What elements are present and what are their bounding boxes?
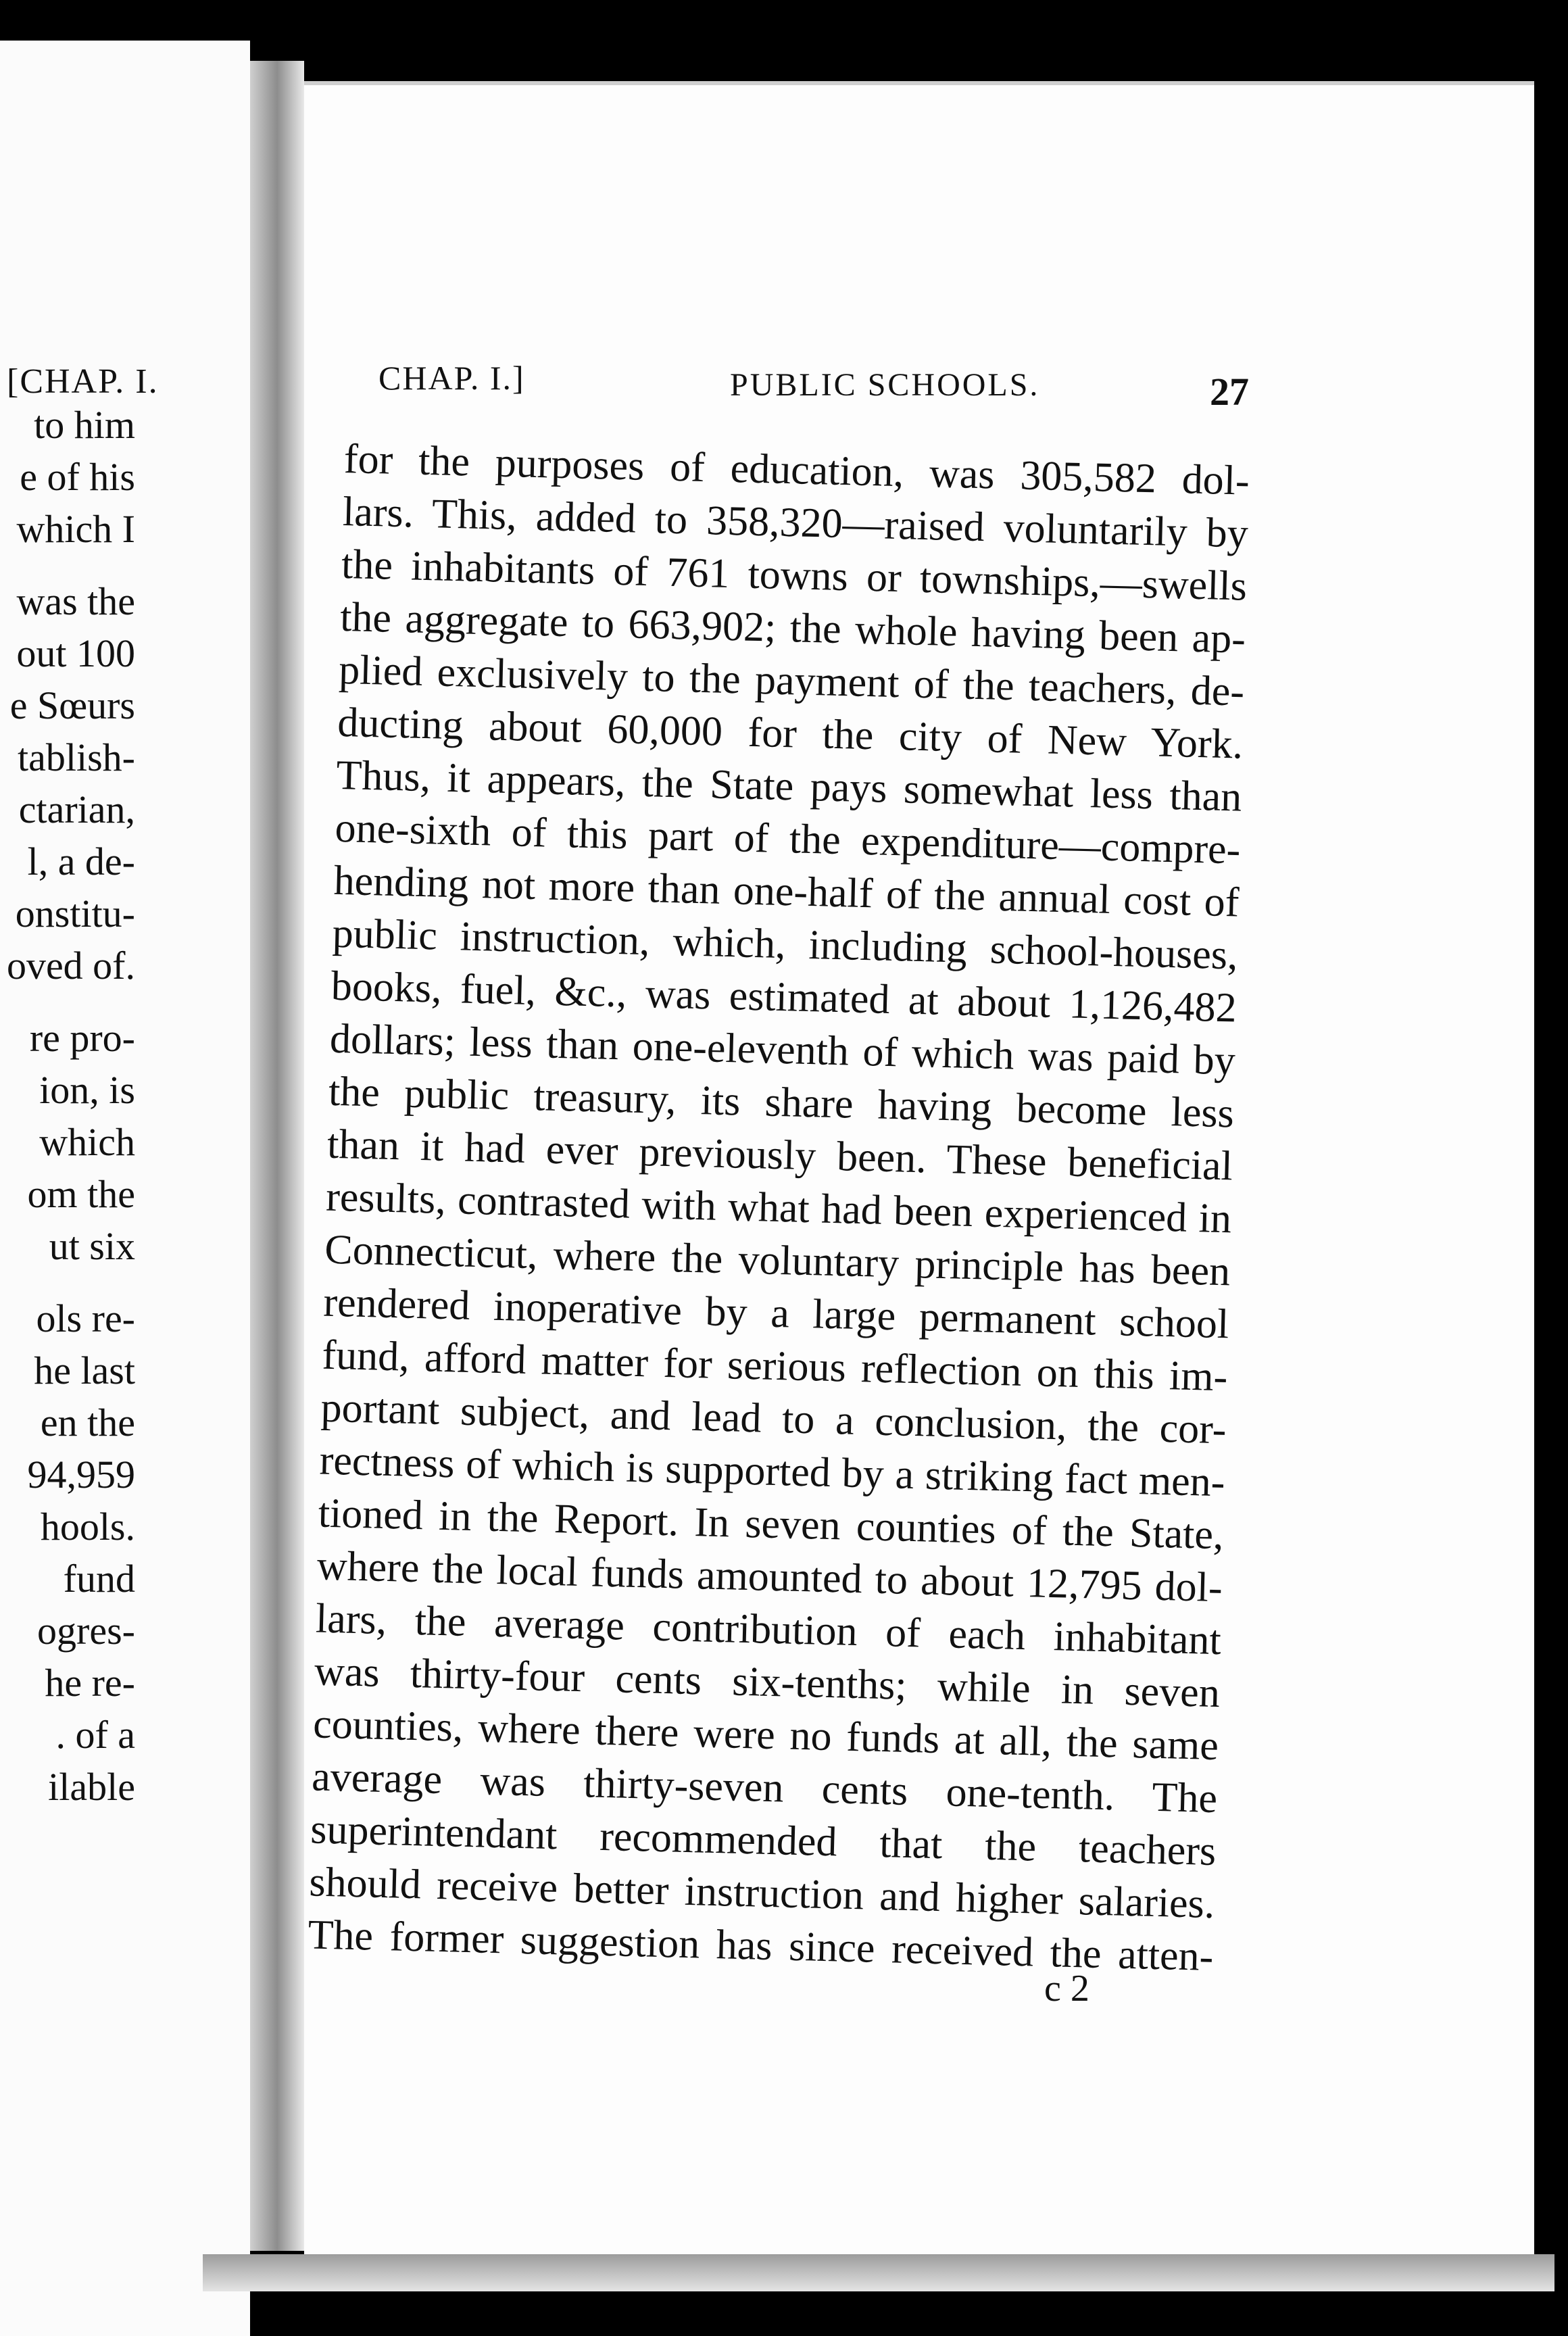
page-bottom-edge (203, 2254, 1554, 2291)
body-line: hending not more than one-half of the annual cost of (333, 857, 1240, 926)
left-page-line: oved of. (6, 944, 135, 988)
left-page-line: e of his (20, 455, 135, 499)
left-page-line: 94,959 (27, 1453, 135, 1496)
left-page-line: om the (27, 1172, 135, 1216)
left-page-line: ion, is (39, 1068, 135, 1112)
left-page-line: ctarian, (18, 787, 135, 831)
left-page-line: tablish- (18, 735, 135, 779)
left-page-line: ogres- (37, 1609, 135, 1653)
body-line: the public treasury, its share having become less (328, 1068, 1235, 1137)
left-page-line: ut six (49, 1224, 135, 1268)
left-page-line: ilable (48, 1765, 135, 1809)
left-page-line: en the (40, 1401, 135, 1444)
body-line: results, contrasted with what had been experienced in (325, 1173, 1232, 1242)
body-text (308, 433, 1250, 1983)
book-gutter (250, 61, 304, 2251)
left-page-line: e Sœurs (9, 683, 135, 727)
left-page-line: was the (16, 579, 135, 623)
body-line: Connecticut, where the voluntary principle has been (324, 1226, 1231, 1295)
body-line: Thus, it appears, the State pays somewhat less than (335, 752, 1243, 821)
body-line: one-sixth of this part of the expenditure—compre- (334, 804, 1242, 873)
left-page-running-head: [CHAP. I. (7, 362, 159, 401)
body-line: the aggregate to 663,902; the whole having been ap- (339, 593, 1246, 662)
left-page-line: . of a (55, 1713, 135, 1757)
body-line: plied exclusively to the payment of the teachers, de- (338, 646, 1245, 715)
signature-mark: c 2 (1044, 1968, 1089, 2010)
page-number: 27 (1210, 370, 1249, 414)
body-line: books, fuel, &c., was estimated at about 1,126,482 (330, 963, 1238, 1031)
body-line: average was thirty-seven cents one-tenth. The (311, 1753, 1218, 1822)
body-line: where the local funds amounted to about 12,795 dol- (316, 1542, 1223, 1611)
body-line: lars. This, added to 358,320—raised voluntarily by (342, 488, 1249, 557)
left-page-line: which (39, 1120, 135, 1164)
left-page-line: hools. (40, 1505, 135, 1549)
left-page-line: to him (34, 403, 135, 447)
body-line: counties, where there were no funds at all, the same (312, 1701, 1219, 1770)
body-line: The former suggestion has since received the atten- (307, 1912, 1215, 1980)
running-head (378, 358, 1257, 412)
left-page-line: he re- (45, 1661, 135, 1705)
left-page-line: onstitu- (15, 892, 135, 935)
body-line: for the purposes of education, was 305,582 dol- (343, 435, 1250, 504)
left-page-line: out 100 (16, 631, 135, 675)
body-line: dollars; less than one-eleventh of which was paid by (329, 1015, 1236, 1084)
body-line: should receive better instruction and higher salaries. (308, 1859, 1216, 1928)
left-page-line: re pro- (29, 1016, 135, 1060)
body-line: was thirty-four cents six-tenths; while in seven (314, 1648, 1221, 1717)
body-line: fund, afford matter for serious reflection on this im- (321, 1332, 1229, 1401)
body-line: tioned in the Report. In seven counties of the State, (318, 1490, 1225, 1559)
body-line: public instruction, which, including school-houses, (332, 910, 1239, 979)
left-page-line: which I (16, 507, 135, 551)
body-line: rendered inoperative by a large permanent school (322, 1279, 1229, 1348)
chapter-label: CHAP. I.] (378, 359, 525, 397)
body-line: portant subject, and lead to a conclusion, the cor- (320, 1384, 1227, 1453)
body-line: superintendant recommended that the teachers (310, 1806, 1217, 1875)
running-title: PUBLIC SCHOOLS. (730, 367, 1040, 403)
body-line: the inhabitants of 761 towns or townships,—swells (341, 541, 1248, 610)
left-page-line: ols re- (36, 1296, 135, 1340)
left-page-line: l, a de- (27, 840, 135, 883)
body-line: ducting about 60,000 for the city of New York. (337, 699, 1244, 768)
left-page-line: fund (63, 1557, 135, 1601)
left-page-line: he last (34, 1348, 135, 1392)
body-line: rectness of which is supported by a striking fact men- (319, 1437, 1226, 1506)
body-line: than it had ever previously been. These beneficial (326, 1121, 1233, 1190)
left-page-fragment (0, 41, 250, 2336)
body-line: lars, the average contribution of each inhabitant (315, 1595, 1222, 1664)
